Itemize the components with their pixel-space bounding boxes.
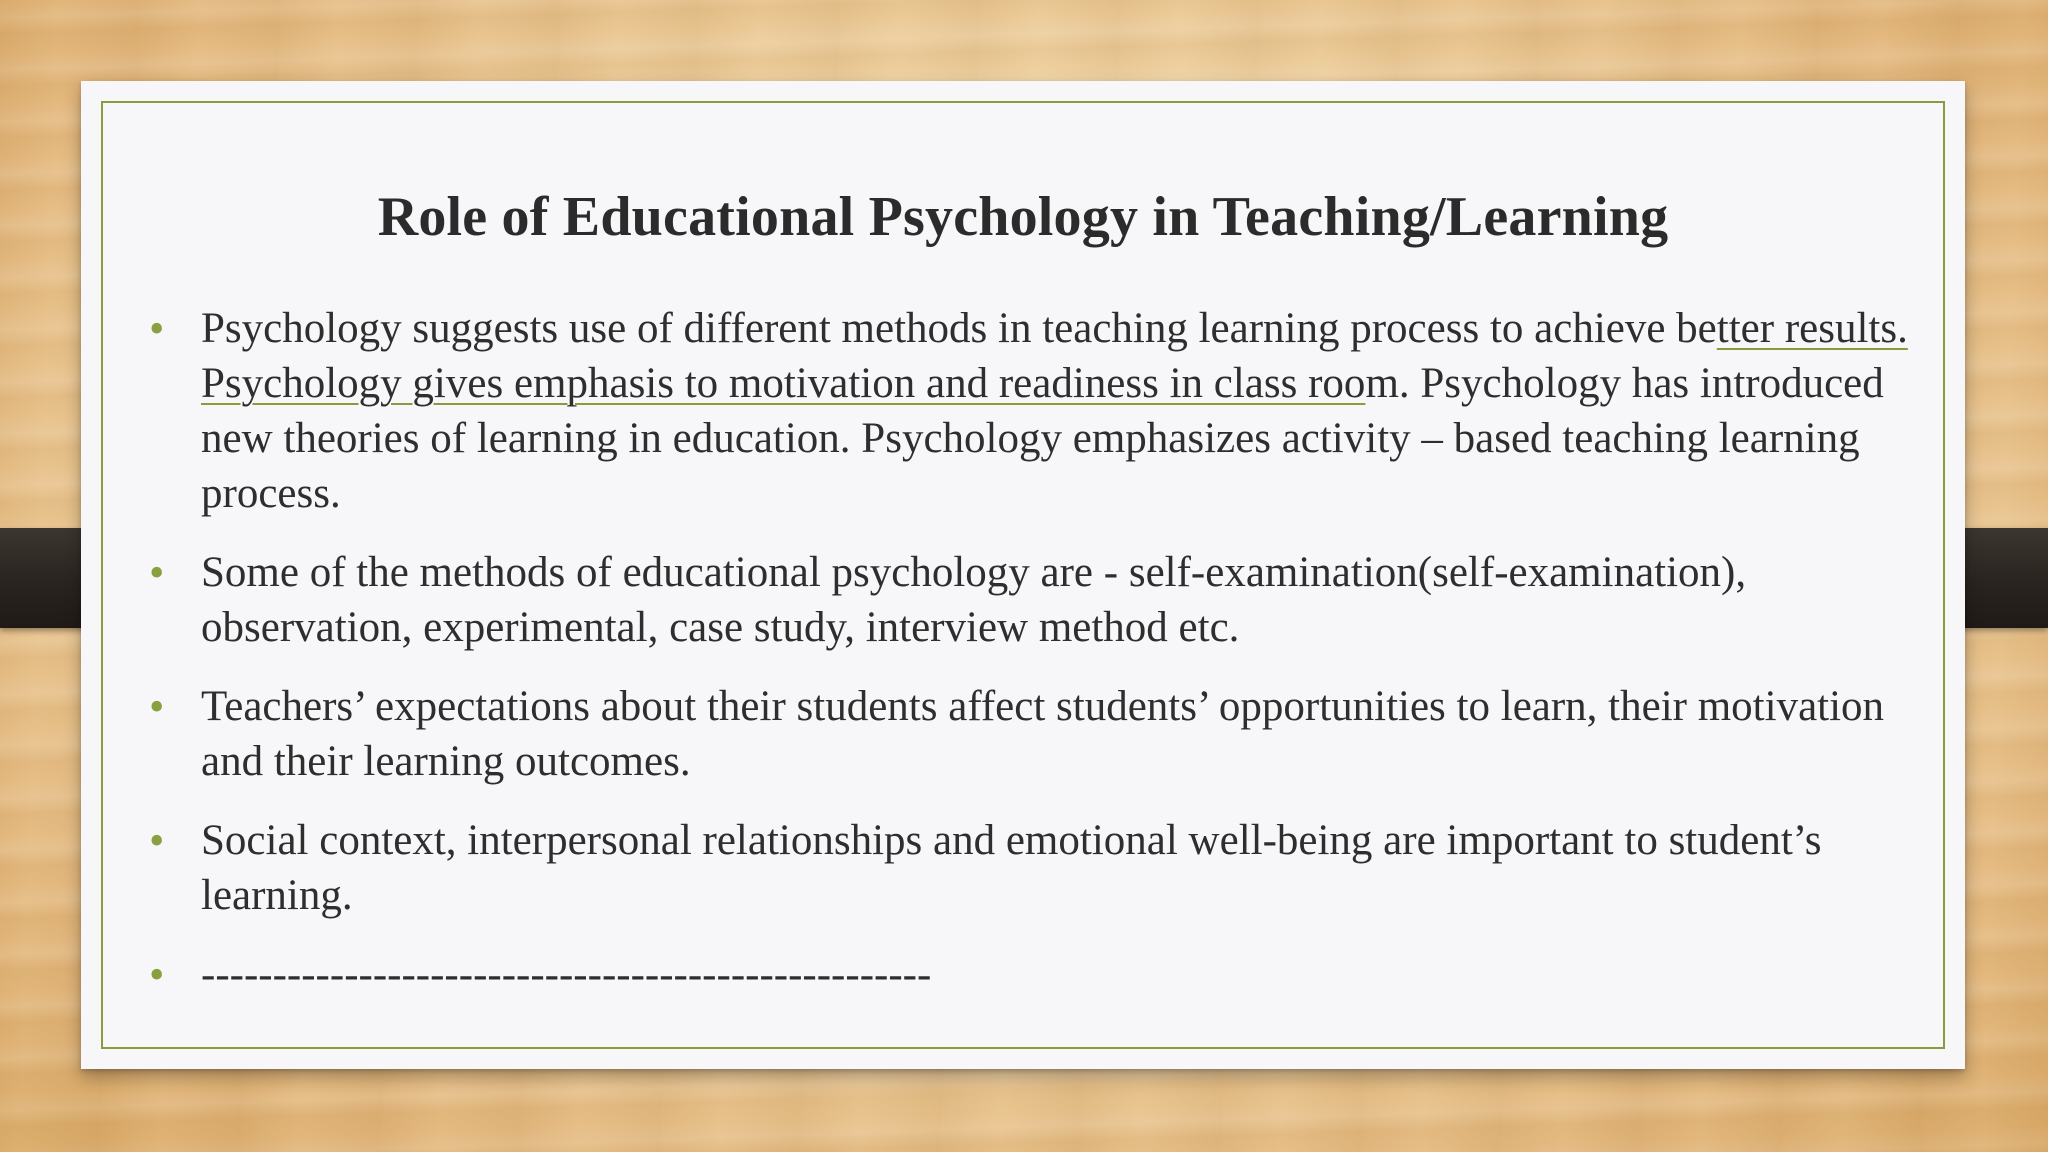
bullet-marker: • [149,548,165,597]
bullet-marker: • [149,816,165,865]
bullet-list [149,301,1949,1026]
underlined-text: tter results. Psychology gives emphasis to motivation and readiness in class roo [201,305,1908,407]
bullet-text: --------------------------------------------------- [201,951,932,998]
bullet-text [201,305,1908,517]
bullet-item-4 [149,813,1949,923]
bullet-text-part: m. Psychology has introduced new theories of learning in education. Psychology emphasizes activity – based teaching learning process. [201,360,1884,517]
bullet-text: Some of the methods of educational psychology are - self-examination(self-examination), observation, experimental, case study, interview method etc. [201,549,1747,651]
bullet-text: Social context, interpersonal relationships and emotional well-being are important to student’s learning. [201,817,1822,919]
bullet-marker: • [149,682,165,731]
bullet-text-part: Psychology suggests use of different methods in teaching learning process to achieve be [201,305,1717,352]
bullet-item-5 [149,947,1949,1002]
bullet-text: Teachers’ expectations about their students affect students’ opportunities to learn, their motivation and their learning outcomes. [201,683,1885,785]
bullet-marker: • [149,950,165,999]
bullet-item-2 [149,545,1949,655]
slide-card [81,81,1965,1069]
slide-title: Role of Educational Psychology in Teaching/Learning [377,186,1669,248]
bullet-item-3 [149,679,1949,789]
bullet-item-1 [149,301,1949,521]
bullet-marker: • [149,304,165,353]
